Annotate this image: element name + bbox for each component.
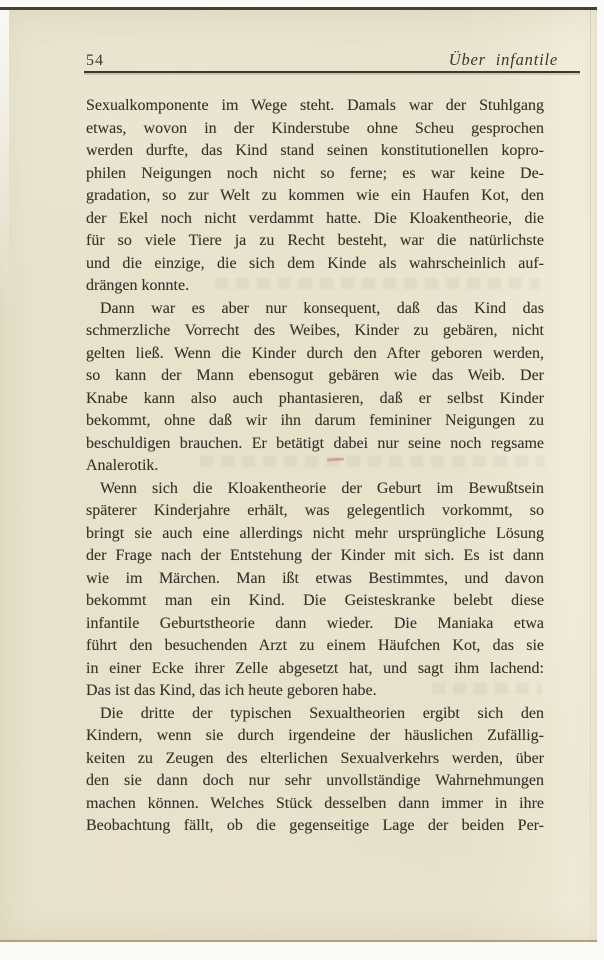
text-line: Dann war es aber nur konsequent, daß das Kind das: [100, 299, 544, 317]
text-line: der Ekel noch nicht verdammt hatte. Die Kloakentheorie, die: [86, 209, 544, 227]
paragraph: [86, 703, 544, 838]
text-line: bekommt, ohne daß wir ihn darum femininer Neigungen zu: [86, 412, 544, 429]
text-line: infantile Geburtstheorie dann wieder. Die Maniaka etwa: [86, 614, 544, 632]
text-line: späterer Kinderjahre erhält, was gelegentlich vorkommt, so: [86, 502, 544, 519]
text-line: so kann der Mann ebensogut gebären wie das Weib. Der: [86, 367, 544, 384]
text-line: bekommt man ein Kind. Die Geisteskranke belebt diese: [86, 592, 544, 609]
text-line: bringt sie auch eine allerdings nicht mehr ursprüngliche Lösung: [86, 524, 544, 542]
page-body: [86, 95, 544, 838]
running-head: [86, 50, 558, 70]
header-rule: [84, 71, 580, 73]
scan-edge-artifact: [0, 10, 9, 310]
text-line: Beobachtung fällt, ob die gegenseitige Lage der beiden Per-: [86, 817, 544, 834]
text-line: beschuldigen brauchen. Er betätigt dabei nur seine noch regsame: [86, 434, 544, 452]
text-line: gelten ließ. Wenn die Kinder durch den After geboren werden,: [86, 344, 544, 362]
paragraph: [86, 478, 544, 703]
text-line: machen können. Welches Stück desselben dann immer in ihre: [86, 794, 544, 812]
text-line: den sie dann doch nur sehr unvollständige Wahrnehmungen: [86, 772, 544, 789]
text-line: für so viele Tiere ja zu Recht besteht, war die natürlichste: [86, 232, 544, 249]
text-line: Die dritte der typischen Sexualtheorien ergibt sich den: [100, 704, 544, 722]
text-line: werden durfte, das Kind stand seinen konstitutionellen kopro-: [86, 142, 544, 159]
page-edge-line: [590, 10, 591, 940]
text-line: schmerzliche Vorrecht des Weibes, Kinder zu gebären, nicht: [86, 322, 544, 339]
text-line: in einer Ecke ihrer Zelle abgesetzt hat, und sagt ihm lachend:: [86, 659, 544, 677]
paper-sheet: [0, 7, 597, 942]
text-line: führt den besuchenden Arzt zu einem Häufchen Kot, das sie: [86, 637, 544, 654]
text-line: gradation, so zur Welt zu kommen wie ein Haufen Kot, den: [86, 187, 544, 204]
text-line: Sexualkomponente im Wege steht. Damals war der Stuhlgang: [86, 97, 544, 114]
text-line: der Frage nach der Entstehung der Kinder mit sich. Es ist dann: [86, 547, 544, 564]
text-line: philen Neigungen noch nicht so ferne; es war keine De-: [86, 164, 544, 182]
text-line: Kindern, wenn sie durch irgendeine der häuslichen Zufällig-: [86, 727, 544, 744]
text-line: und die einzige, die sich dem Kinde als wahrscheinlich auf-: [86, 254, 544, 272]
text-line: Wenn sich die Kloakentheorie der Geburt im Bewußtsein: [100, 479, 544, 497]
paragraph: [86, 298, 544, 478]
text-line: drängen konnte.: [86, 277, 190, 294]
paragraph: [86, 95, 544, 298]
text-line: keiten zu Zeugen des elterlichen Sexualverkehrs werden, über: [86, 749, 544, 767]
text-line: Analerotik.: [86, 457, 159, 474]
text-line: Das ist das Kind, das ich heute geboren habe.: [86, 682, 377, 699]
page-number: 54: [86, 52, 104, 69]
text-line: Knabe kann also auch phantasieren, daß er selbst Kinder: [86, 389, 544, 407]
text-line: etwas, wovon in der Kinderstube ohne Scheu gesprochen: [86, 119, 544, 137]
text-line: wie im Märchen. Man ißt etwas Bestimmtes, und davon: [86, 569, 544, 587]
running-head-title: Über infantile: [448, 50, 558, 69]
